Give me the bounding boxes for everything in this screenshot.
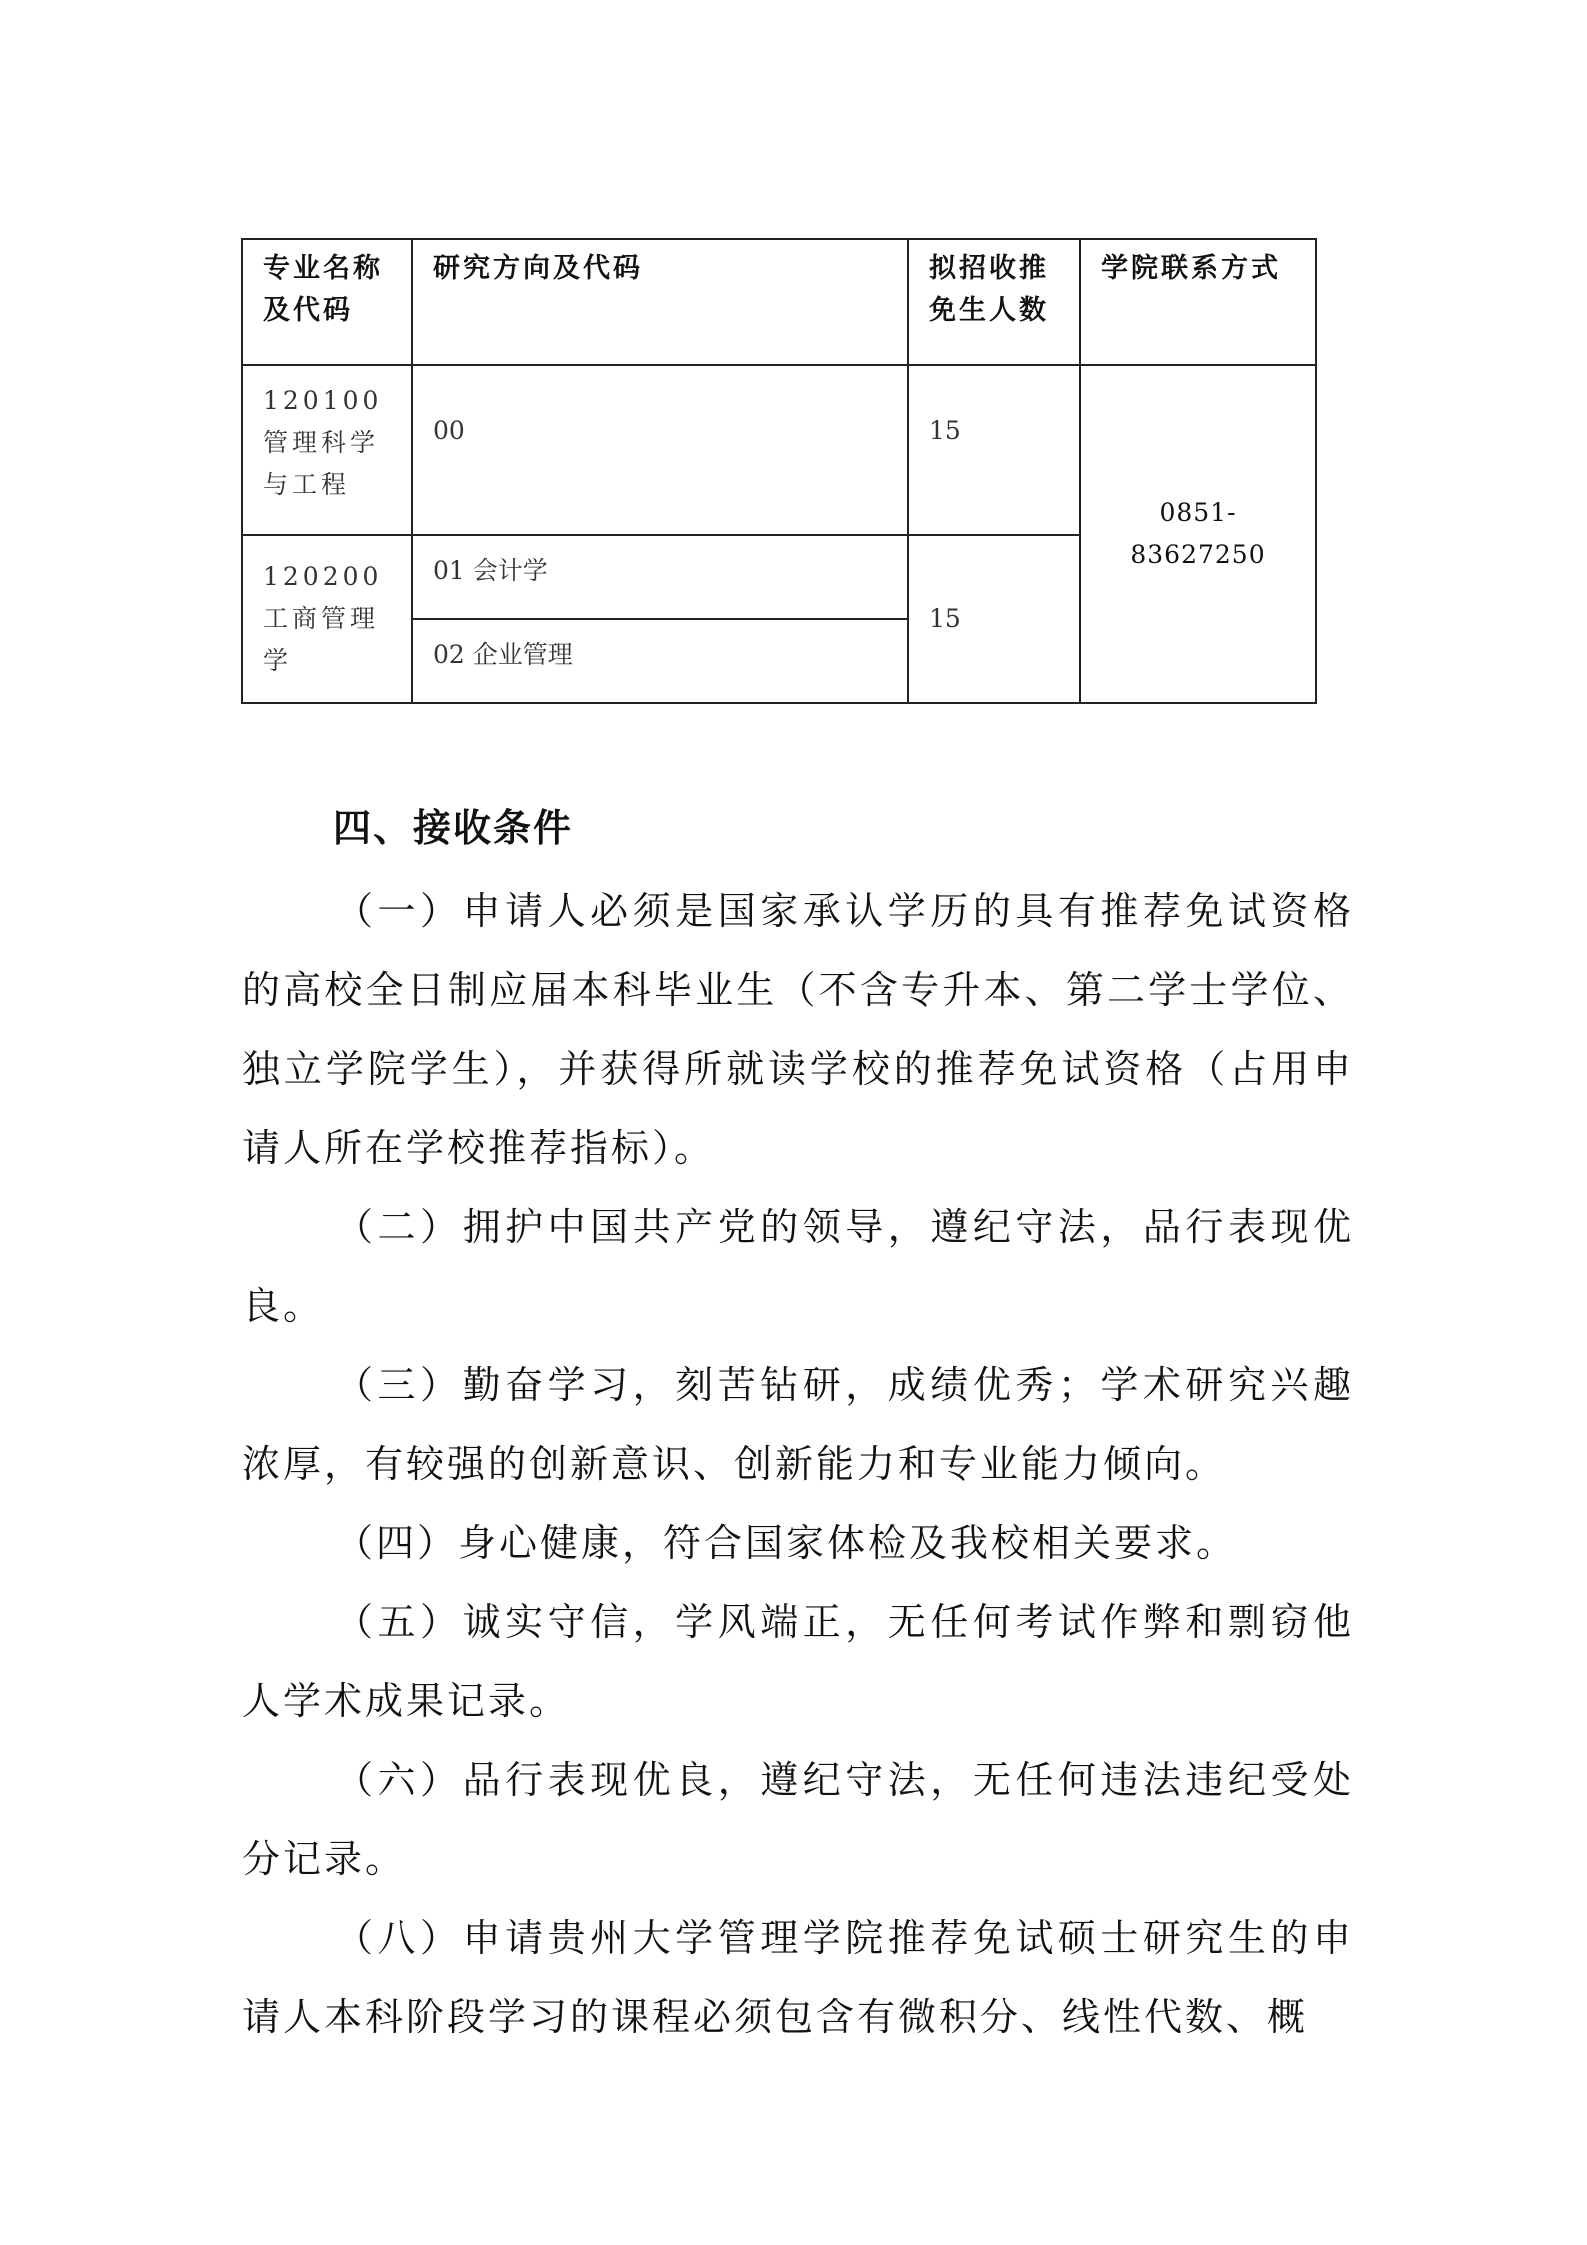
header-quota: 拟招收推免生人数 <box>908 239 1080 365</box>
paragraph: （二）拥护中国共产党的领导，遵纪守法，品行表现优良。 <box>242 1205 1354 1328</box>
paragraph: （一）申请人必须是国家承认学历的具有推荐免试资格的高校全日制应届本科毕业生（不含专升本、第二学士学位、独立学院学生），并获得所就读学校的推荐免试资格（占用申请人所在学校推荐指标）。 <box>242 889 1354 1170</box>
quota-cell: 15 <box>908 365 1080 535</box>
section-body <box>242 872 1354 2057</box>
major-cell: 120200 工商管理学 <box>242 535 412 703</box>
paragraph: （八）申请贵州大学管理学院推荐免试硕士研究生的申请人本科阶段学习的课程必须包含有微积分、线性代数、概 <box>242 1916 1354 2039</box>
direction-cell: 01 会计学 <box>412 535 908 619</box>
paragraph: （五）诚实守信，学风端正，无任何考试作弊和剽窃他人学术成果记录。 <box>242 1600 1354 1723</box>
contact-cell: 0851-83627250 <box>1080 365 1316 703</box>
paragraph: （三）勤奋学习，刻苦钻研，成绩优秀；学术研究兴趣浓厚，有较强的创新意识、创新能力和专业能力倾向。 <box>242 1363 1354 1486</box>
table-row <box>242 365 1316 535</box>
direction-cell: 00 <box>412 365 908 535</box>
paragraph: （六）品行表现优良，遵纪守法，无任何违法违纪受处分记录。 <box>242 1758 1354 1881</box>
direction-cell: 02 企业管理 <box>412 619 908 703</box>
paragraph: （四）身心健康，符合国家体检及我校相关要求。 <box>335 1521 1238 1565</box>
header-direction: 研究方向及代码 <box>412 239 908 365</box>
major-cell: 120100 管理科学与工程 <box>242 365 412 535</box>
quota-table <box>241 238 1317 704</box>
table-header-row <box>242 239 1316 365</box>
section-heading: 四、接收条件 <box>333 806 574 850</box>
header-major: 专业名称及代码 <box>242 239 412 365</box>
header-contact: 学院联系方式 <box>1080 239 1316 365</box>
quota-cell: 15 <box>908 535 1080 703</box>
